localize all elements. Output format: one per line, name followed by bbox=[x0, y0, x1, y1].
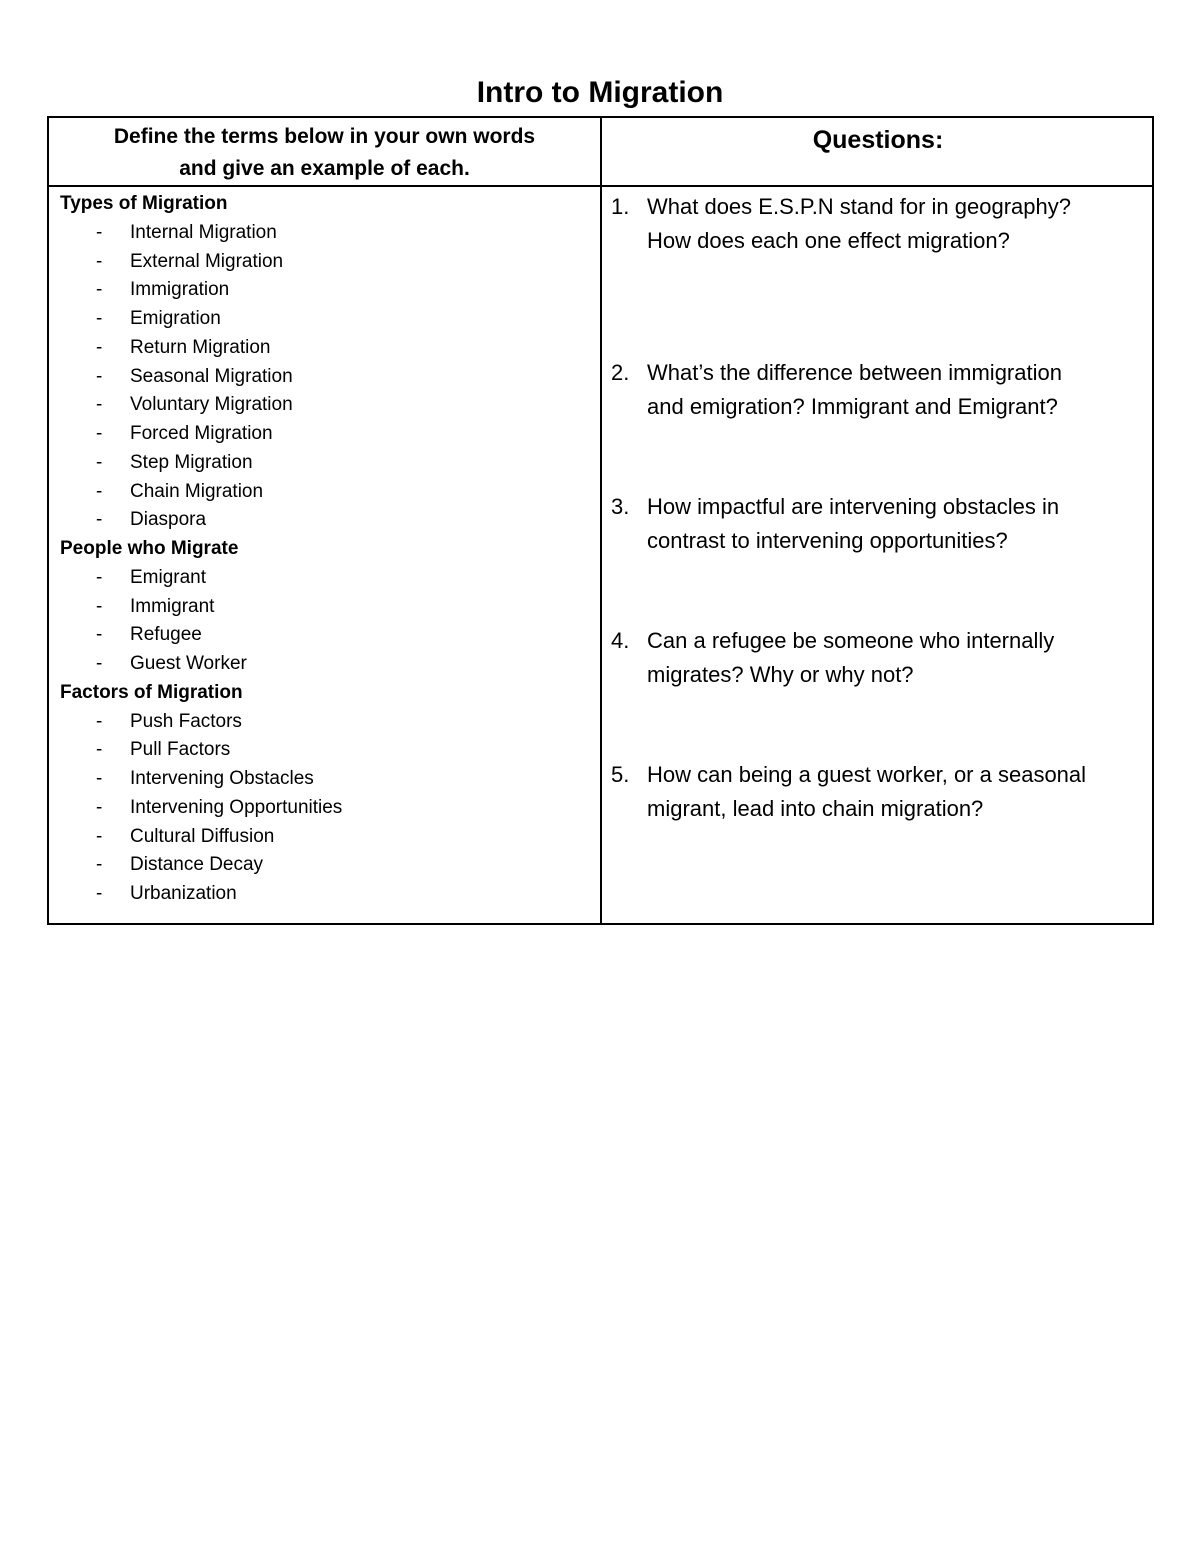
list-item bbox=[60, 621, 590, 650]
term-section-factors bbox=[60, 679, 590, 909]
question-number: 1. bbox=[611, 194, 630, 219]
dash-bullet: - bbox=[96, 825, 103, 847]
dash-bullet: - bbox=[96, 854, 103, 876]
dash-bullet: - bbox=[96, 710, 103, 732]
term-label: Cultural Diffusion bbox=[130, 825, 275, 847]
question-line: What’s the difference between immigration bbox=[647, 360, 1062, 385]
term-label: Push Factors bbox=[130, 710, 242, 732]
question-line: migrates? Why or why not? bbox=[647, 662, 914, 687]
list-item bbox=[60, 478, 590, 507]
question-item bbox=[611, 490, 1151, 558]
dash-bullet: - bbox=[96, 423, 103, 444]
list-item bbox=[60, 851, 590, 880]
definitions-header-line-1: Define the terms below in your own words bbox=[113, 124, 536, 148]
list-item bbox=[60, 248, 590, 277]
list-item bbox=[60, 593, 590, 622]
terms-cell bbox=[60, 190, 590, 909]
header-divider bbox=[49, 185, 1152, 187]
question-text bbox=[647, 758, 1151, 826]
term-label: Intervening Opportunities bbox=[130, 796, 343, 818]
term-label: Return Migration bbox=[130, 336, 271, 358]
term-label: Pull Factors bbox=[130, 739, 231, 761]
list-item bbox=[60, 363, 590, 392]
list-item bbox=[60, 391, 590, 420]
dash-bullet: - bbox=[96, 480, 103, 502]
dash-bullet: - bbox=[96, 394, 103, 416]
term-section-people bbox=[60, 535, 590, 679]
term-label: Distance Decay bbox=[130, 854, 264, 876]
question-text bbox=[647, 356, 1151, 424]
term-section-types bbox=[60, 190, 590, 535]
list-item bbox=[60, 650, 590, 679]
question-line: What does E.S.P.N stand for in geography? bbox=[647, 194, 1071, 219]
dash-bullet: - bbox=[96, 653, 103, 674]
definitions-header-line-2: and give an example of each. bbox=[179, 156, 470, 180]
dash-bullet: - bbox=[96, 336, 103, 358]
dash-bullet: - bbox=[96, 279, 103, 301]
column-divider bbox=[600, 118, 602, 923]
term-label: Intervening Obstacles bbox=[130, 768, 314, 789]
question-number: 2. bbox=[611, 360, 630, 385]
list-item bbox=[60, 506, 590, 535]
questions-header: Questions: bbox=[812, 126, 944, 154]
term-label: Internal Migration bbox=[130, 221, 277, 243]
list-item bbox=[60, 219, 590, 248]
list-item bbox=[60, 765, 590, 794]
section-heading: People who Migrate bbox=[60, 538, 239, 559]
dash-bullet: - bbox=[96, 883, 103, 904]
dash-bullet: - bbox=[96, 739, 103, 761]
question-number: 4. bbox=[611, 628, 630, 653]
list-item bbox=[60, 794, 590, 823]
list-item bbox=[60, 305, 590, 334]
term-label: Guest Worker bbox=[130, 653, 247, 674]
term-label: External Migration bbox=[130, 250, 284, 272]
term-label: Emigration bbox=[130, 308, 221, 329]
question-item bbox=[611, 758, 1151, 826]
term-label: Emigrant bbox=[130, 566, 207, 588]
term-label: Step Migration bbox=[130, 451, 253, 473]
question-number: 5. bbox=[611, 762, 630, 787]
question-number: 3. bbox=[611, 494, 630, 519]
term-label: Diaspora bbox=[130, 509, 207, 531]
dash-bullet: - bbox=[96, 451, 103, 473]
question-line: and emigration? Immigrant and Emigrant? bbox=[647, 394, 1058, 419]
section-heading: Types of Migration bbox=[60, 193, 228, 214]
dash-bullet: - bbox=[96, 221, 103, 243]
dash-bullet: - bbox=[96, 796, 103, 818]
term-label: Forced Migration bbox=[130, 423, 273, 444]
term-label: Refugee bbox=[130, 624, 202, 646]
question-line: How impactful are intervening obstacles in bbox=[647, 494, 1060, 519]
list-item bbox=[60, 880, 590, 909]
list-item bbox=[60, 564, 590, 593]
list-item bbox=[60, 276, 590, 305]
question-item bbox=[611, 356, 1151, 424]
question-item bbox=[611, 190, 1151, 258]
term-label: Immigration bbox=[130, 279, 230, 301]
list-item bbox=[60, 708, 590, 737]
dash-bullet: - bbox=[96, 768, 103, 789]
term-list bbox=[60, 564, 590, 679]
question-item bbox=[611, 624, 1151, 692]
term-label: Voluntary Migration bbox=[130, 394, 293, 416]
dash-bullet: - bbox=[96, 250, 103, 272]
worksheet-table bbox=[47, 116, 1154, 925]
dash-bullet: - bbox=[96, 509, 103, 531]
question-line: Can a refugee be someone who internally bbox=[647, 628, 1055, 653]
dash-bullet: - bbox=[96, 566, 103, 588]
list-item bbox=[60, 823, 590, 852]
section-heading: Factors of Migration bbox=[60, 681, 243, 703]
definitions-header bbox=[49, 120, 600, 185]
term-label: Immigrant bbox=[130, 595, 215, 617]
term-list bbox=[60, 708, 590, 909]
term-label: Chain Migration bbox=[130, 480, 264, 502]
question-line: How does each one effect migration? bbox=[647, 228, 1010, 253]
question-text bbox=[647, 624, 1151, 692]
dash-bullet: - bbox=[96, 595, 103, 617]
term-list bbox=[60, 219, 590, 535]
list-item bbox=[60, 449, 590, 478]
list-item bbox=[60, 736, 590, 765]
question-text bbox=[647, 490, 1151, 558]
dash-bullet: - bbox=[96, 365, 103, 387]
question-line: migrant, lead into chain migration? bbox=[647, 796, 984, 821]
dash-bullet: - bbox=[96, 624, 103, 646]
question-text bbox=[647, 190, 1151, 258]
list-item bbox=[60, 334, 590, 363]
dash-bullet: - bbox=[96, 308, 103, 329]
term-label: Seasonal Migration bbox=[130, 365, 293, 387]
question-line: contrast to intervening opportunities? bbox=[647, 528, 1008, 553]
term-label: Urbanization bbox=[130, 883, 237, 904]
question-line: How can being a guest worker, or a seasonal bbox=[647, 762, 1087, 787]
list-item bbox=[60, 420, 590, 449]
page-title: Intro to Migration bbox=[476, 76, 724, 109]
